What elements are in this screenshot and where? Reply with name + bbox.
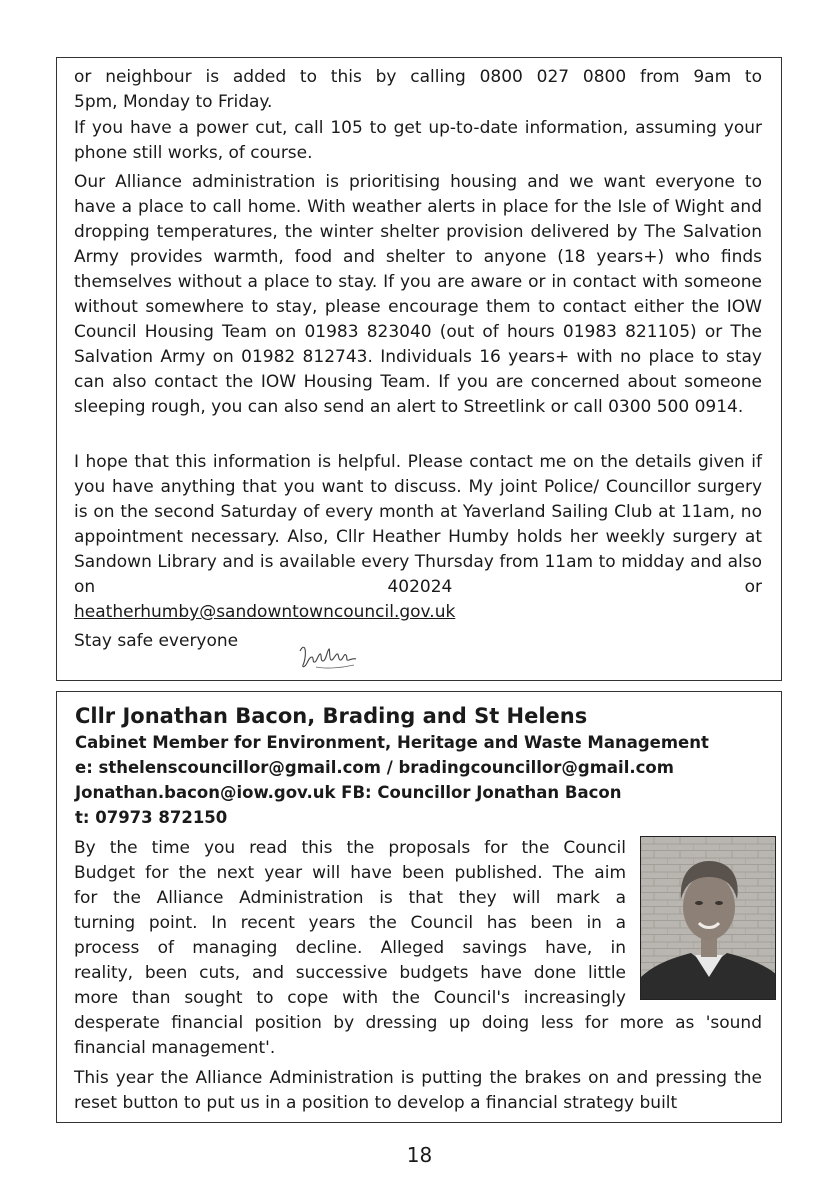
budget-line-5: process of managing decline. Alleged savings have, in [74,938,626,958]
signoff: Stay safe everyone [74,631,239,651]
paragraph-1-line-1: or neighbour is added to this by calling 0800 027 0800 from 9am to [74,67,762,87]
paragraph-power-cut: If you have a power cut, call 105 to get up-to-date information, assuming your phone still works, of course. [74,118,762,163]
councillor-photo [640,836,776,1000]
budget-line-3: for the Alliance Administration is that they will mark a [74,888,626,908]
paragraph-surgery: I hope that this information is helpful. Please contact me on the details given if you have anything that you want to discuss. My joint Police/ Councillor surgery is on the second Saturday of every month at Yaverland Sailing Club at 11am, no appointment necessary. Also, Cllr Heather Humby holds her weekly surgery at Sandown Library and is available every Thursday from 11am to midday and also on 402024 or [74,452,762,597]
budget-line-8: desperate financial position by dressing up doing less for more as 'sound [74,1013,762,1033]
councillor-email-facebook: Jonathan.bacon@iow.gov.uk FB: Councillor Jonathan Bacon [75,783,622,802]
councillor-phone: t: 07973 872150 [75,808,228,827]
budget-line-9: financial management'. [74,1038,276,1058]
paragraph-housing: Our Alliance administration is prioritising housing and we want everyone to have a place to call home. With weather alerts in place for the Isle of Wight and dropping temperatures, the winter shelter provision delivered by The Salvation Army provides warmth, food and shelter to anyone (18 years+) who finds themselves without a place to stay. If you are aware or in contact with someone without somewhere to stay, please encourage them to contact either the IOW Council Housing Team on 01983 823040 (out of hours 01983 821105) or The Salvation Army on 01982 812743. Individuals 16 years+ with no place to stay can also contact the IOW Housing Team. If you are concerned about someone sleeping rough, you can also send an alert to Streetlink or call 0300 500 0914. [74,172,762,417]
paragraph-reset: This year the Alliance Administration is putting the brakes on and pressing the reset button to put us in a position to develop a financial strategy built [74,1068,762,1113]
budget-line-4: turning point. In recent years the Council has been in a [74,913,626,933]
page-number: 18 [406,1143,433,1167]
email-paragraph [74,600,762,625]
councillor-role: Cabinet Member for Environment, Heritage and Waste Management [75,733,709,752]
budget-line-2: Budget for the next year will have been published. The aim [74,863,626,883]
budget-line-7: more than sought to cope with the Council's increasingly [74,988,626,1008]
councillor-emails: e: sthelenscouncillor@gmail.com / bradingcouncillor@gmail.com [75,758,674,777]
paragraph-1-line-2: 5pm, Monday to Friday. [74,92,273,112]
signature-image [296,637,358,673]
budget-line-1: By the time you read this the proposals for the Council [74,838,626,858]
budget-line-6: reality, been cuts, and successive budgets have done little [74,963,626,983]
email-link[interactable]: heatherhumby@sandowntowncouncil.gov.uk [74,602,456,622]
councillor-name: Cllr Jonathan Bacon, Brading and St Helens [75,704,588,728]
